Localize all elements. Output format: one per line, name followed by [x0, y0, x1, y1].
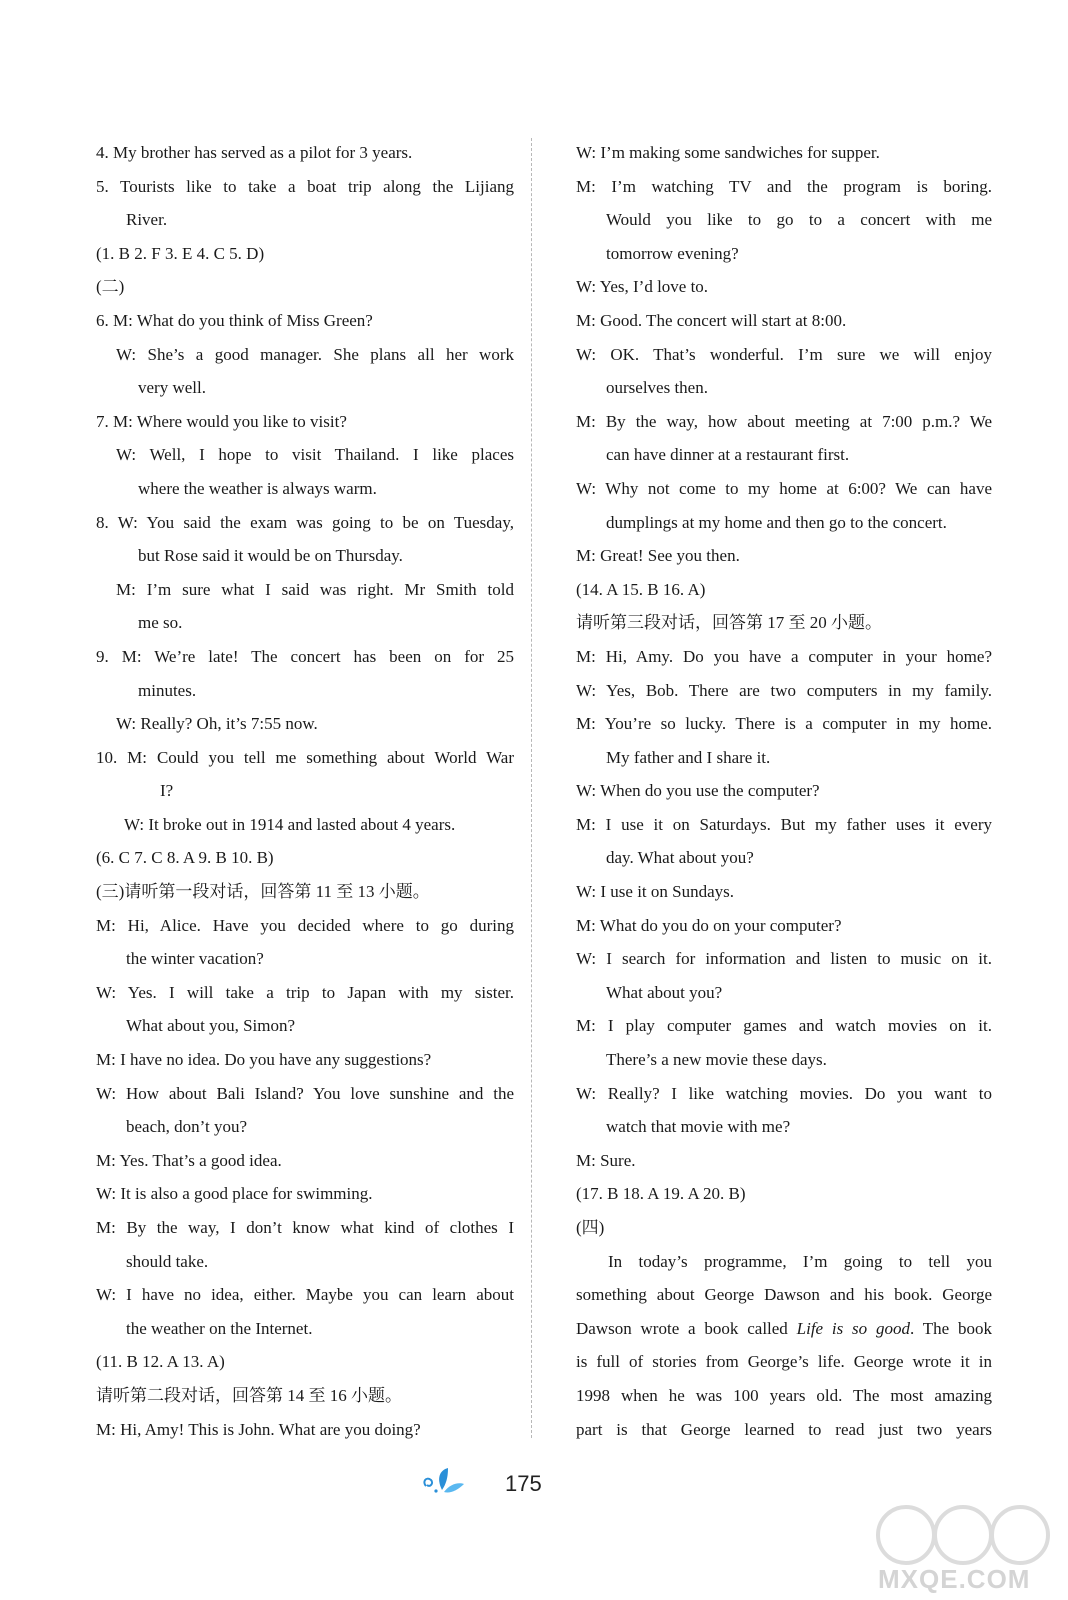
watermark-text: MXQE.COM: [878, 1564, 1031, 1594]
text-line: minutes.: [138, 680, 197, 700]
page-number: 175: [505, 1471, 542, 1496]
text-line: M: Hi, Amy. Do you have a computer in your home?: [576, 646, 992, 666]
text-line: W: Well, I hope to visit Thailand. I like places: [116, 445, 514, 465]
answer-key: (1. B 2. F 3. E 4. C 5. D): [96, 243, 265, 263]
section-heading: 请听第二段对话，回答第 14 至 16 小题。: [96, 1385, 402, 1405]
text-line: very well.: [138, 378, 206, 398]
text-line: M: I’m sure what I said was right. Mr Smith told: [116, 579, 514, 599]
paragraph-line: 1998 when he was 100 years old. The most amazing: [576, 1385, 992, 1405]
text-line: W: How about Bali Island? You love sunshine and the: [96, 1083, 514, 1103]
text-line: W: Why not come to my home at 6:00? We can have: [576, 478, 992, 498]
answer-key: (17. B 18. A 19. A 20. B): [576, 1184, 746, 1204]
text-line: M: You’re so lucky. There is a computer in my home.: [576, 714, 992, 734]
text-line: the winter vacation?: [126, 949, 264, 969]
text-line: day. What about you?: [606, 848, 754, 868]
text-line: My father and I share it.: [606, 747, 771, 767]
text-line: beach, don’t you?: [126, 1117, 248, 1137]
text-line: M: I have no idea. Do you have any suggestions?: [96, 1050, 432, 1070]
text-line: There’s a new movie these days.: [606, 1050, 827, 1070]
text-line: me so.: [138, 613, 183, 633]
section-heading: (四): [576, 1218, 605, 1237]
text-line: M: I’m watching TV and the program is boring.: [576, 176, 992, 196]
text-line: W: It broke out in 1914 and lasted about 4 years.: [124, 814, 456, 834]
section-heading: (三)请听第一段对话，回答第 11 至 13 小题。: [96, 882, 430, 902]
text-line: M: Great! See you then.: [576, 546, 740, 566]
text-line: M: Yes. That’s a good idea.: [96, 1150, 282, 1170]
text-run: Dawson wrote a book called: [576, 1318, 797, 1338]
text-line: M: Sure.: [576, 1150, 636, 1170]
text-line: watch that movie with me?: [606, 1117, 791, 1137]
text-line: 5. Tourists like to take a boat trip along the Lijiang: [96, 176, 514, 196]
book-title: Life is so good: [796, 1318, 910, 1338]
answer-key: (11. B 12. A 13. A): [96, 1352, 225, 1372]
text-line: M: I play computer games and watch movies on it.: [576, 1016, 992, 1036]
text-line: W: I search for information and listen to music on it.: [576, 949, 992, 969]
paragraph-line: part is that George learned to read just two years: [576, 1419, 992, 1439]
text-line: 8. W: You said the exam was going to be on Tuesday,: [96, 512, 514, 532]
left-column: [96, 136, 514, 1446]
text-line: M: Good. The concert will start at 8:00.: [576, 310, 847, 330]
text-line: W: Really? Oh, it’s 7:55 now.: [116, 714, 318, 734]
text-run: . The book: [910, 1318, 992, 1338]
text-line: What about you, Simon?: [126, 1016, 296, 1036]
column-divider: [531, 138, 532, 1438]
text-line: ourselves then.: [606, 378, 708, 398]
text-line: W: I’m making some sandwiches for supper.: [576, 143, 880, 162]
paragraph-line: In today’s programme, I’m going to tell you: [608, 1251, 992, 1271]
text-line: but Rose said it would be on Thursday.: [138, 546, 403, 566]
text-line: tomorrow evening?: [606, 243, 739, 263]
text-line: M: What do you do on your computer?: [576, 915, 842, 935]
answer-key: (14. A 15. B 16. A): [576, 579, 706, 599]
text-line: where the weather is always warm.: [138, 478, 377, 498]
text-line: W: I use it on Sundays.: [576, 882, 735, 902]
paragraph-line: [576, 1312, 992, 1346]
text-line: 9. M: We’re late! The concert has been on for 25: [96, 646, 514, 666]
text-line: What about you?: [606, 982, 723, 1002]
paragraph-line: is full of stories from George’s life. George wrote it in: [576, 1352, 992, 1372]
right-column: [576, 136, 992, 1446]
text-line: W: I have no idea, either. Maybe you can learn about: [96, 1285, 514, 1305]
text-line: W: Yes, I’d love to.: [576, 277, 709, 297]
section-heading: 请听第三段对话，回答第 17 至 20 小题。: [576, 613, 882, 633]
butterfly-logo-icon: [420, 1464, 470, 1498]
text-line: Would you like to go to a concert with me: [606, 210, 992, 230]
text-line: 4. My brother has served as a pilot for 3 years.: [96, 143, 413, 162]
text-line: should take.: [126, 1251, 209, 1271]
text-line: M: By the way, I don’t know what kind of clothes I: [96, 1218, 514, 1237]
section-heading: (二): [96, 277, 125, 297]
text-line: M: Hi, Alice. Have you decided where to go during: [96, 915, 514, 935]
text-line: River.: [126, 210, 168, 230]
text-line: W: Yes. I will take a trip to Japan with my sister.: [96, 982, 514, 1002]
text-line: W: OK. That’s wonderful. I’m sure we will enjoy: [576, 344, 992, 364]
text-line: W: She’s a good manager. She plans all her work: [116, 344, 514, 364]
text-line: W: When do you use the computer?: [576, 781, 820, 801]
text-line: dumplings at my home and then go to the concert.: [606, 512, 947, 532]
paragraph-line: something about George Dawson and his book. George: [576, 1285, 992, 1305]
text-line: 7. M: Where would you like to visit?: [96, 411, 347, 431]
text-line: W: It is also a good place for swimming.: [96, 1184, 373, 1204]
text-line: W: Really? I like watching movies. Do you want to: [576, 1083, 992, 1103]
text-line: 6. M: What do you think of Miss Green?: [96, 310, 373, 330]
text-line: 10. M: Could you tell me something about World War: [96, 747, 514, 767]
text-line: M: I use it on Saturdays. But my father uses it every: [576, 814, 992, 834]
text-line: M: Hi, Amy! This is John. What are you doing?: [96, 1419, 421, 1439]
text-line: W: Yes, Bob. There are two computers in my family.: [576, 680, 992, 700]
text-line: I?: [160, 781, 174, 801]
text-line: can have dinner at a restaurant first.: [606, 445, 850, 465]
text-line: the weather on the Internet.: [126, 1318, 313, 1338]
text-line: M: By the way, how about meeting at 7:00 p.m.? We: [576, 411, 992, 431]
answer-key: (6. C 7. C 8. A 9. B 10. B): [96, 848, 274, 868]
